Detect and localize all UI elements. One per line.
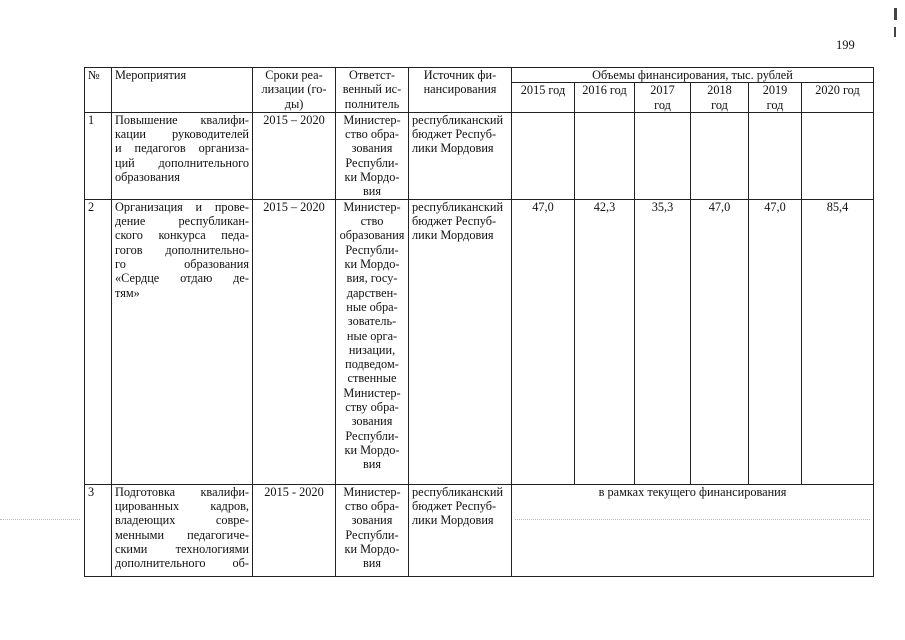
header-activity: Мероприятия: [112, 68, 253, 113]
row-source: республиканский бюджет Респуб- лики Мордовия: [409, 484, 512, 576]
table-header-row: [85, 68, 874, 83]
scan-edge-mark: [894, 27, 896, 37]
row-source: республиканский бюджет Респуб- лики Мордовия: [409, 112, 512, 199]
row-responsible: Министер- ство образования Республи- ки Мордо- вия, госу- дарствен- ные обра- зователь- ные орга- низации, подведом- ственные Министер- ству обра- зования Республи- ки Мордо- вия: [336, 199, 409, 484]
value-cell: [575, 112, 635, 199]
table-row: [85, 199, 874, 484]
scan-dust-line: [0, 519, 80, 520]
row-num: 3: [85, 484, 112, 576]
header-funding: Объемы финансирования, тыс. рублей: [512, 68, 874, 83]
value-cell: 47,0: [512, 199, 575, 484]
header-year: 2017 год: [635, 83, 691, 113]
header-year: 2018 год: [691, 83, 749, 113]
header-year: 2020 год: [802, 83, 874, 113]
value-cell: 42,3: [575, 199, 635, 484]
row-terms: 2015 – 2020: [253, 112, 336, 199]
value-cell: 47,0: [691, 199, 749, 484]
header-responsible: Ответст- венный ис- полнитель: [336, 68, 409, 113]
header-num: №: [85, 68, 112, 113]
value-cell: 47,0: [749, 199, 802, 484]
page-number: 199: [836, 38, 855, 52]
row-activity: Повышение квалифи- кации руководителей и педагогов организа- ций дополнительного образования: [112, 112, 253, 199]
value-cell: [691, 112, 749, 199]
row-num: 2: [85, 199, 112, 484]
funding-note: в рамках текущего финансирования: [512, 484, 874, 576]
row-num: 1: [85, 112, 112, 199]
row-activity: Организация и прове- дение республикан- ского конкурса педа- гогов дополнительно- го образования «Сердце отдаю де- тям»: [112, 199, 253, 484]
header-terms: Сроки реа- лизации (го- ды): [253, 68, 336, 113]
financing-table: [84, 67, 874, 577]
value-cell: 35,3: [635, 199, 691, 484]
row-terms: 2015 - 2020: [253, 484, 336, 576]
value-cell: [802, 112, 874, 199]
table-row: [85, 112, 874, 199]
scan-edge-mark: [894, 8, 897, 20]
header-year: 2019 год: [749, 83, 802, 113]
row-responsible: Министер- ство обра- зования Республи- ки Мордо- вия: [336, 112, 409, 199]
header-year: 2016 год: [575, 83, 635, 113]
value-cell: [512, 112, 575, 199]
table-row: [85, 484, 874, 576]
value-cell: [635, 112, 691, 199]
value-cell: [749, 112, 802, 199]
header-year: 2015 год: [512, 83, 575, 113]
header-source: Источник фи- нансирования: [409, 68, 512, 113]
row-activity: Подготовка квалифи- цированных кадров, владеющих совре- менными педагогиче- скими технологиями дополнительного об-: [112, 484, 253, 576]
row-responsible: Министер- ство обра- зования Республи- ки Мордо- вия: [336, 484, 409, 576]
row-terms: 2015 – 2020: [253, 199, 336, 484]
value-cell: 85,4: [802, 199, 874, 484]
row-source: республиканский бюджет Респуб- лики Мордовия: [409, 199, 512, 484]
